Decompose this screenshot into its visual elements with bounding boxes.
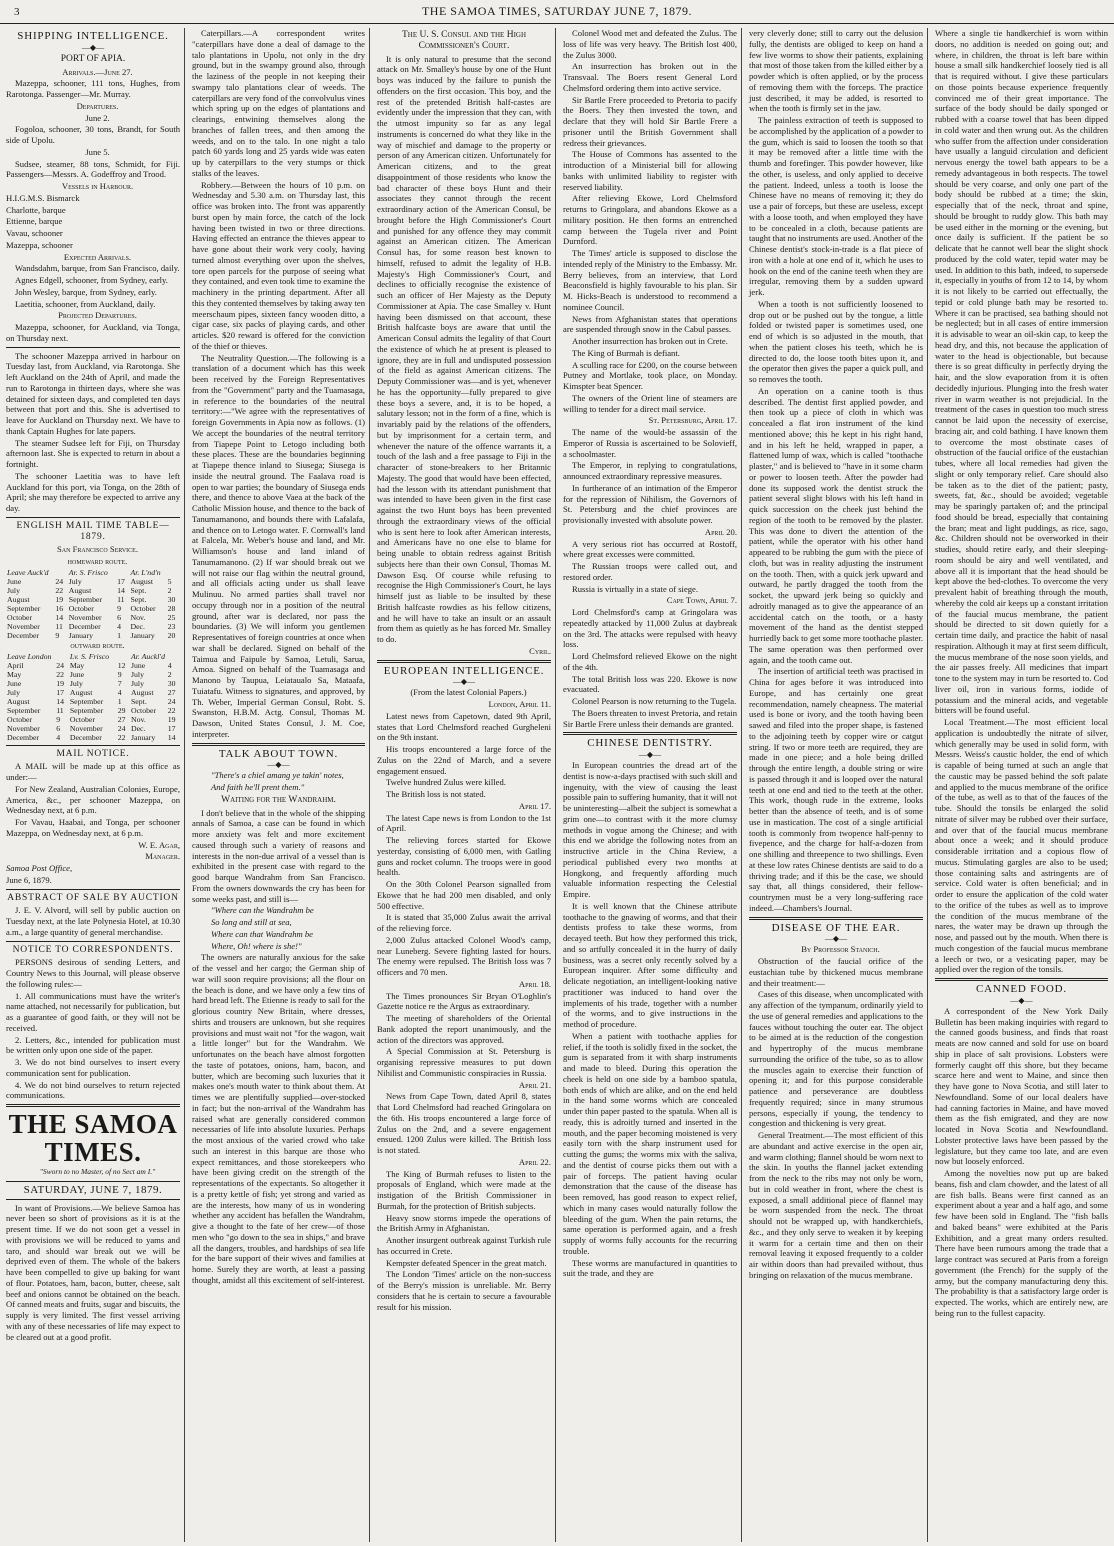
divider xyxy=(6,347,180,348)
dentistry-para: In European countries the dread art of the dentist is now-a-days practised with such skill and ingenuity, with the view of causing the least possible pain to suffering humanity, that it will not be uninteresting—albeit the subject is somewhat a grim one—to contrast with it the more clumsy methods in vogue among the Chinese; and with this end we abridge the following notes from an instructive article in the China Review, a periodical published every two months at Hongkong, and frequently affording much valuable information respecting the Celestial Empire. xyxy=(563,760,737,899)
table-row xyxy=(6,604,180,613)
mail-notice-item: For New Zealand, Australian Colonies, Europe, America, &c., per schooner Mazeppa, on Wednesday next, at 6 p.m. xyxy=(6,783,180,816)
departure-text: Fogoloa, schooner, 30 tons, Brandt, for South side of Upolu. xyxy=(6,124,180,145)
table-cell: 12 xyxy=(117,660,126,670)
table-cell: 6 xyxy=(56,723,61,733)
column-rule xyxy=(741,28,742,1542)
news-item: Another insurrection has broken out in Crete. xyxy=(572,336,728,346)
arrivals-label: Arrivals.—June 27. xyxy=(62,66,133,77)
news-item: Colonel Pearson is now returning to the Tugela. xyxy=(572,696,737,706)
table-cell: 19 xyxy=(55,594,64,604)
news-item: 2,000 Zulus attacked Colonel Wood's camp, near Luneberg. Severe fighting lasted for hours. The enemy were repulsed. The British loss was 7 officers and 70 men. xyxy=(377,934,551,977)
table-cell: November xyxy=(7,723,40,733)
divider xyxy=(377,660,551,663)
table-cell: 4 xyxy=(117,687,122,697)
divider xyxy=(6,1181,180,1182)
divider xyxy=(749,917,923,920)
table-cell: August xyxy=(7,696,30,706)
ear-para: Local Treatment.—The most efficient local application is undoubtedly the nitrate of silver, which generally may be used in solid form, with Messrs. Weiss's caustic holder, the end of which is capable of being turned at such an angle that the caustic may be passed behind the soft palate and applied to the mucus membrane of the orifice of the tube, as well as to that of the fauces of the tube. Should the tonsils be enlarged the solid nitrate of silver may be rubbed over their surface, and over that of the faucial mucus membrane about once a week; and it should produce considerable irritation and a copious flow of mucus. Stimulating gargles are also to be used; those containing salts and astringents are of service. Cold water is often beneficial; and in order to ensure the application of the cold water to the orifice of the tubes as well as to improve the condition of the mucus membrane of the nares, the water may be drawn up through the nose, and passed out by the mouth. When there is much congestion of the faucial mucus membrane a leech or two, or a vesicating paper, may be applied over the region of the tonsils. xyxy=(935,717,1108,975)
robbery-article: Robbery.—Between the hours of 10 p.m. on Wednesday and 5.30 a.m. on Thursday last, this office was broken into. The front was apparently burst open by main force, the catch of the lock having been twisted in two or three directions. Having effected an entrance the thieves appear to have gone about their work very cooly, having turned almost everything over upon the shelves, tore open parcels for the purpose of seeing what they contained, and even took time to examine the machinery in the printing department. After all this they contented themselves by taking away ten meerschaum pipes, sixteen fancy wooden ditto, a cigar case, six packs of playing cards, and other articles. $20 reward is offered for the conviction of the thief or thieves. xyxy=(192,179,366,351)
table-cell: October xyxy=(7,714,33,724)
dateline: April 22. xyxy=(518,1156,551,1167)
table-cell: June xyxy=(130,660,146,670)
news-item: The King of Burmah is defiant. xyxy=(572,347,680,358)
dentistry-para: It is well known that the Chinese attribute toothache to the gnawing of worms, and that their dentists profess to take these worms, from decayed teeth. But how they performed this trick, and so artfully concealed it in the hurry of daily business, was a secret only recently solved by a European inquirer. After some difficulty and delicate negotiation, an intelligent-looking native practitioner was induced to hand over the implements of his trade, together with a number of the worms, and to give instructions in the method of procedure. xyxy=(563,900,737,1029)
outward-table xyxy=(6,652,180,742)
vessel-item: Vavau, schooner xyxy=(6,228,63,238)
divider xyxy=(935,978,1108,981)
table-cell: September xyxy=(69,696,104,706)
news-item: The Times' article is supposed to disclose the intended reply of the Ministry to the Embassy. Mr. Berry believes, from an interview, that Lord Beaconsfield is highly favourable to his plan. Sir M. Hicks-Beach is understood to recommend a nominee Council. xyxy=(563,248,737,312)
table-cell: 19 xyxy=(167,714,176,724)
vessel-item: Mazeppa, schooner xyxy=(6,239,73,250)
divider: —◆— xyxy=(452,677,476,687)
news-item: His troops encountered a large force of the Zulus on the 22nd of March, and a severe engagement ensued. xyxy=(377,744,551,776)
news-item: The total British loss was 220. Ekowe is now evacuated. xyxy=(563,673,737,695)
departure-date: June 5. xyxy=(85,146,110,157)
table-cell: 4 xyxy=(56,732,61,742)
homeward-table xyxy=(6,568,180,640)
table-cell: 25 xyxy=(167,612,176,622)
canned-food-para: Among the novelties now put up are baked beans, fish and clam chowder, and the latest of all are fish balls. Beans were first canned as an experiment about a year and a half ago, and some few have been sold in England. The "fish balls and baked beans" were exhibited at the Paris Exhibition, and a great many orders resulted. There have been rumours among the trade that a large contract was secured at Paris from a foreign government (the French) for the supply of the army, but the company manufacturing deny this. The probability is that a satisfactory large order is expected. The works, which are entirely new, are being run to the fullest capacity. xyxy=(935,1168,1108,1318)
table-cell: 4 xyxy=(167,660,172,670)
news-item: The owners of the Orient line of steamers are willing to tender for a direct mail service. xyxy=(563,392,737,414)
mail-table-sub: San Francisco Service. xyxy=(57,544,138,555)
table-cell: 22 xyxy=(56,669,64,679)
column-rule xyxy=(927,28,928,1542)
table-cell: 11 xyxy=(55,621,63,631)
caterpillars-article: Caterpillars.—A correspondent writes "caterpillars have done a deal of damage to the talo plantations in Upolu, not only in the dry ground, but in the swampy ground also, through the laziness of the people in not keeping their swampy talo plantations clear of weeds. The caterpillars are very fond of the convolvulus vines which spring up on the edges of plantations and clearings, entwining themselves along the branches of fallen trees, and then among the weeds, and on to the talo. In one night a talo patch 60 yards long and 25 yards wide was eaten up by caterpillars to the very stumps or thick stalks of the leaves. xyxy=(192,28,365,178)
vessel-item: Charlotte, barque xyxy=(6,204,66,215)
shipping-para: The schooner Mazeppa arrived in harbour on Tuesday last, from Auckland, via Rarotonga. She left Auckland on the 24th of April, and made the run to Rarotonga in thirteen days, where she was detained for sixteen days, and completed ten days between that port and this. She is advertised to leave for Auckland on Thursday next. We have to thank Captain Hughes for late papers. xyxy=(6,350,180,436)
mail-table-heading: ENGLISH MAIL TIME TABLE—1879. xyxy=(16,520,170,542)
divider: —◆— xyxy=(824,934,848,944)
chinese-dentistry-heading: CHINESE DENTISTRY. xyxy=(587,737,713,750)
dentistry-para: When a patient with toothache applies for relief, if the tooth is solidly fixed in the socket, the gum is separated from it with sharp instruments and made to bleed. During this operation the cheek is held on one side by a bamboo spatula, both ends of which are alike, and on the end held in the hand some worms which are concealed under thin paper pasted to the spatula. When all is ready, this is adroitly turned and inserted in the mouth, and the paper becoming moistened is very easily torn with the sharp instrument used for cutting the gums; the worms mix with the saliva, and the dentist of course picks them out with a pair of forceps. The patient having ocular demonstration that the cause of the disease has been removed, has good reason to expect relief, which in many cases would naturally follow the bleeding of the gum. When the pain returns, the same operation is performed again, and a fresh supply of worms fully accounts for the recurring trouble. xyxy=(563,1030,737,1256)
table-cell: September xyxy=(68,594,103,604)
projected-label: Projected Departures. xyxy=(58,310,137,321)
table-cell: July xyxy=(130,669,144,679)
table-cell: 17 xyxy=(56,687,64,697)
table-cell: January xyxy=(130,732,156,742)
mail-notice-item: For Vavau, Haabai, and Tonga, per schooner Mazeppa, on Wednesday next, at 6 p.m. xyxy=(6,817,180,838)
table-cell: 17 xyxy=(167,723,176,733)
news-item: News from Cape Town, dated April 8, states that Lord Chelmsford had reached Gringolara on the 6th. His troops encountered a large force of Zulus on the 2nd, and a severe engagement ensued. 1200 Zulus were killed. The British loss is not stated. xyxy=(377,1091,551,1155)
table-cell: 19 xyxy=(56,678,64,688)
divider xyxy=(6,517,180,518)
divider xyxy=(563,732,737,735)
table-cell: January xyxy=(130,630,155,640)
waiting-verse: Where can that Wandrahm be xyxy=(211,928,313,939)
table-cell: 14 xyxy=(55,612,64,622)
table-header: Leave London xyxy=(7,651,52,661)
table-cell: April xyxy=(7,660,24,670)
correspondents-rule: 4. We do not bind ourselves to return rejected communications. xyxy=(6,1079,180,1101)
table-cell: December xyxy=(7,732,40,742)
news-item: Another insurgent outbreak against Turkish rule has occurred in Crete. xyxy=(377,1235,551,1256)
news-item: A Special Commission at St. Petersburg is organising repressive measures to put down Nihilist and Communistic conspiracies in Russia. xyxy=(377,1046,551,1078)
newspaper-title: THE SAMOA TIMES. xyxy=(8,1109,178,1167)
mail-notice-place: Samoa Post Office, xyxy=(6,863,73,873)
waiting-verse: So long and still at sea, xyxy=(211,917,292,927)
port-heading: PORT OF APIA. xyxy=(60,53,126,64)
column-4 xyxy=(559,28,741,1542)
table-cell: July xyxy=(130,678,144,688)
dateline: April 17. xyxy=(518,800,551,811)
table-cell: 4 xyxy=(117,621,121,631)
divider: —◆— xyxy=(638,750,662,759)
news-item: The House of Commons has assented to the introduction of a Ministerial bill for allowing banks with unlimited liability to register with reserved liability. xyxy=(563,149,737,192)
dentistry-para: The insertion of artificial teeth was practised in China for ages before it was introduced into Europe, and has certainly one great recommendation, namely cheapness. The material used is bone or ivory, and the tooth having been sawed and filed into the proper shape, is fastened to the adjoining teeth by copper wire or catgut string. If two or more teeth are required, they are made in one piece; and a hole being drilled through the entire length, a double string or wire is passed through it and is looped over the natural teeth at one end and tied to the teeth at the other. This work, though rude in the extreme, looks better than the absence of teeth, and is of some use in mastication. The cost of a single artificial tooth is commonly from twopence half-penny to fivepence, and the charge for half-a-dozen from one shilling and threepence to two shillings. Even at these low rates Chinese dentists are said to do a thriving trade; and if this be the case, we should say that, all things considered, their fellow-countrymen must be a very long-suffering race indeed.—Chambers's Journal. xyxy=(749,666,923,913)
table-cell: 11 xyxy=(56,705,64,715)
expected-label: Expected Arrivals. xyxy=(63,251,132,262)
table-cell: 29 xyxy=(117,705,126,715)
news-item: Sir Bartle Frere proceeded to Pretoria to pacify the Boers. They then invested the town, and declare that they will hold Sir Bartle Frere a prisoner until the British Government shall redress their grievances. xyxy=(563,94,737,148)
waiting-para: The owners are naturally anxious for the sake of the vessel and her cargo; the German ship of war will soon require provisions; all the flour on the beach is done, and we have only a few tins of hard bread left. The Etienne is ready to sail for the glorious country New Britain, where dresses, shirts and trousers are unknown, but she requires provisions and must wait not "for the wagon, wait a little longer" but for the Wandrahm. We unfortunates on the beach have almost forgotten the taste of potatoes, onions, ham, bacon, and butter, which are becoming such luxuries that it makes one's mouth water to think about them. At times we are plentifully supplied—over-stocked in fact; but the non-arrival of the Wandrahm has raised what are generally considered common necessaries of life into absolute luxuries. Perhaps the most anxious of the varied crowd who take such an interest in this barque are those who expect remittances, and those storekeepers who have been giving credit on the strength of the representations of the expectants. So altogether it is a pretty kettle of fish; yet strong and varied as are the interests, how many of us in wondering whether any accident has befallen the Wandrahm, give a thought to the fate of her crew—of those men who "go down to the sea in ships," and brave all the dangers, troubles, and hardships of sea life for the bare support of their wives and families at home. Surely they are worth, at least a passing thought, amidst all this excitement of self-interest. xyxy=(192,952,365,1285)
vessels-label: Vessels in Harbour. xyxy=(61,181,134,191)
table-row xyxy=(6,595,180,604)
divider: —◆— xyxy=(1010,995,1033,1005)
table-cell: Nov. xyxy=(130,714,146,724)
table-cell: 22 xyxy=(55,585,64,595)
table-cell: 24 xyxy=(55,576,64,586)
table-cell: October xyxy=(7,612,33,622)
news-item: Lord Chelmsford's camp at Gringolara was repeatedly attacked by 11,000 Zulus at daybreak on the 3rd. The attacks were repulsed with heavy loss. xyxy=(563,607,737,650)
table-cell: 1 xyxy=(117,630,121,640)
table-cell: September xyxy=(69,705,104,715)
table-cell: 14 xyxy=(117,585,125,595)
dateline: April 20. xyxy=(704,526,737,537)
table-row xyxy=(6,706,180,715)
canned-food-heading: CANNED FOOD. xyxy=(976,983,1067,995)
mail-notice-intro: A MAIL will be made up at this office as under:— xyxy=(6,761,180,782)
ear-disease-heading: DISEASE OF THE EAR. xyxy=(771,921,901,934)
table-cell: September xyxy=(7,705,41,715)
shipping-para: The steamer Sudsee left for Fiji, on Thursday afternoon last. She is expected to return in about a fortnight. xyxy=(6,437,180,469)
divider: —◆— xyxy=(267,760,290,770)
ear-para: Where a single tie handkerchief is worn within doors, no addition is needed on going out; and where, in children, the throat is left bare within house a small silk handkerchief loosely tied is all that is required without. I give these particulars on those points because experience frequently convinced me of their great importance. The surface of the body should be daily sponged or rubbed with a coarse towel that has been dipped in cold water and then wrung out. As the children who suffer from the affection under consideration have usually a languid circulation and deficient nervous energy the towel bath appears to be a remedy advantageous in both respects. The towel should be very coarse, and only one part of the body should be rubbed at a time; the skin, especially that of the neck, throat and spine, should be brought to ruddy glow. This bath may be used either in the morning or the evening, but once daily is sufficient. If the patient be so delicate that he cannot well bear the slight shock produced by the cold water, tepid water may be used. In addition to this bath, indeed, to supersede it, especially in youths of from 12 to 14, by whom it is not likely to be carried out effectually, the tepid or cold plunge bath may be resorted to. Where it can be practised, sea bathing should not be neglected; but in all cases of entire immersion it is advisable to wear an oil-skin cap, to keep the head dry, and this, not because the application of water to the head is objectionable, but because there is so great difficulty in perfectly drying the hair, and the slow evaporation from it is often decidedly injurious. Plunging into the fresh water river in warm weather is not prejudicial. In the treatment of the cases in question too much stress cannot be laid upon the necessity of exercise, bracing air, and cold bathing. I have known them to overcome the most obstinate cases of obstruction of the faucial orifice of the eustachian tubes, where all local remedies had given the slight or only temporary relief. Care should also be taken as to the diet of the patient; pasty, sweets, fat, &c., should be avoided; vegetable may be sparingly partaken of; and the principal food should be bread, especially that containing the bran; meat and light puddings, as rice, sago, &c. Children should not be overworked in their studies, should retire early, and their sleeping-room should be airy and well ventilated, and above all it is important that the head should be kept above the bed-clothes. To overcome the very prevalent habit of breathing through the mouth, whereby the cold air keeps up a constant irritation of the faucial mucus membrane, the patient should be directed to sit down quietly for a certain time daily, and practice the habit of nasal respiration. Although it may at first seem difficult, the mucus membrane of the nose soon yields, and the air passes freely. All medicines that impart tone to the system may in turn be resorted to. Cod liver oil, iron in various forms, iodide of potassium and the mineral acids, and vegetable bitters will be found useful. xyxy=(935,28,1108,716)
ear-para: Cases of this disease, when uncomplicated with any affection of the tympanum, ordinarily yield to the use of general remedies and applications to the fauces without touching the outer ear. The object to be aimed at is the reduction of the congestion and hypertrophy of the mucus membrane surrounding the orifice of the tube, so as to allow the muscles again to exercise their function of opening it; and for this purpose considerable patience and perseverance are doubtless frequently required; since in many strumous persons, especially if young, the tendency to congestion and thickening is very great. xyxy=(749,989,923,1129)
table-cell: 11 xyxy=(117,594,125,604)
table-cell: October xyxy=(130,603,156,613)
table-cell: 5 xyxy=(167,576,172,586)
table-row xyxy=(6,631,180,640)
table-cell: 9 xyxy=(55,630,60,640)
column-6 xyxy=(931,28,1112,1542)
news-item: The relieving forces started for Ekowe yesterday, consisting of 6,000 men, with Gatling guns and rocket column. The troops were in good health. xyxy=(377,835,551,878)
table-cell: August xyxy=(69,687,93,697)
table-cell: June xyxy=(7,678,22,688)
talk-motto: And faith he'll prent them." xyxy=(211,782,305,792)
table-row xyxy=(6,670,180,679)
consul-article: It is only natural to presume that the second attack on Mr. Smalley's house by one of the Hunt boys was induced by the failure to punish the offenders on the first occasion. This boy, and the rest of the pretended British half-castes are evidently under the impression that they can, with the utmost impunity so far as any legal instruments is concerned do what they like in the way of mischief and damage to the property or person of any American citizen. Unfortunately for American citizens, and to the great disappointment of those residents who know the bad character of these boys Hunt and their associates they cannot through the recent extraordinary action of the American Consul, be brought before the High Commissioner's Court and punished for any offence they may commit against an American citizen. The American Consul has, for some reason best known to himself, refused to admit the legality of H.B. Majesty's High Commissioner's Court, and declines to officially recognise the existence of such an officer of Her Majesty as the Deputy Commissioner at Apia. The case Smalley v. Hunt having been dismissed on that account, these British halfcaste boys are aware that until the American Consul admits the legality of that Court the existence of which he at present is pleased to ignore, they are in full and undisputed possession of the field as against American citizens. The Deputy Commissioner was—and is yet, whenever he has the opportunity—fully prepared to give these boys a severe, and, it is to be hoped, a salutary lesson; not in the form of a fine, which is invariably paid by the relations of the offenders, but by imprisonment for a certain term, and whenever the nature of the offence warrants it, a touch of the lash and a free passage to Fiji in the character of stone-breakers to her Britannic Majesty. The good that would have been effected, had the lesson with its attendant punishment that was intended to have been given in the first case against the two Hunt boys has been prevented through the extraordinary views of the official who is sent here to look after American interests, and Americans have no one else to blame for being unable to obtain redress against British subjects here than their own Consul, Thomas M. Dawson Esq. Of course while refusing to recognise the High Commissioner's Court, he lays himself just as liable to be insulted by these British halfcaste rowdies as his fellow citizens, and he will have to take an insult or an assault from them as quietly as he has forced Mr. Smalley to do. xyxy=(377,53,551,644)
table-cell: 9 xyxy=(117,669,122,679)
auction-heading: ABSTRACT OF SALE BY AUCTION xyxy=(7,892,179,903)
table-cell: Nov. xyxy=(130,612,146,622)
correspondents-rule: 1. All communications must have the writer's name attached, not necessarily for publication, but as a guarantee of good faith, or they will not be received. xyxy=(6,990,180,1033)
news-item: The British loss is not stated. xyxy=(386,789,486,799)
consul-heading: The U. S. Consul and the High Commissioner's Court. xyxy=(401,30,527,51)
departure-date: June 2. xyxy=(85,112,110,123)
table-cell: 24 xyxy=(56,660,64,670)
arrivals-text: Mazeppa, schooner, 111 tons, Hughes, from Rarotonga. Passenger—Mr. Murray. xyxy=(6,78,180,99)
dateline: April 18. xyxy=(518,978,551,989)
news-item: Latest news from Capetown, dated 9th April, states that Lord Chelmsford reached Gurgheleni on the 9th instant. xyxy=(377,710,551,743)
table-cell: August xyxy=(130,576,153,586)
table-cell: July xyxy=(7,687,20,697)
table-cell: June xyxy=(69,669,85,679)
correspondents-rule: 3. We do not bind ourselves to insert every communication sent for publication. xyxy=(6,1057,180,1078)
newspaper-motto: "Sworn to no Master, of no Sect am I." xyxy=(39,1167,156,1176)
table-cell: October xyxy=(69,714,95,724)
news-item: Colonel Wood met and defeated the Zulus. The loss of life was very heavy. The British lost 400, the Zulus 3000. xyxy=(563,28,737,60)
table-cell: August xyxy=(68,585,92,595)
table-cell: July xyxy=(7,585,20,595)
table-cell: 24 xyxy=(167,696,176,706)
european-heading: EUROPEAN INTELLIGENCE. xyxy=(383,664,545,677)
ear-para: Obstruction of the faucial orifice of the eustachian tube by thickened mucus membrane and their treatment:— xyxy=(749,956,923,988)
table-cell: August xyxy=(7,594,30,604)
news-item: The meeting of shareholders of the Oriental Bank adopted the report unanimously, and the action of the directors was approved. xyxy=(377,1013,551,1045)
shipping-heading: SHIPPING INTELLIGENCE. xyxy=(17,30,169,42)
talk-motto: "There's a chiel amang ye takin' notes, xyxy=(211,770,344,781)
homeward-label: homeward route. xyxy=(67,556,128,566)
table-row xyxy=(6,688,180,697)
ear-byline: By Professor Stanich. xyxy=(801,944,880,955)
auction-text: J. E. V. Alvord, will sell by public auction on Tuesday next, at the late Polynesia Hotel, at 10.30 a.m., a large quantity of general merchandise. xyxy=(6,905,180,937)
news-item: The King of Burmah refuses to listen to the proposals of England, which were made at the instigation of the British Commissioner in Burmah, for the protection of British subjects. xyxy=(377,1168,551,1211)
projected-text: Mazeppa, schooner, for Auckland, via Tonga, on Thursday next. xyxy=(6,322,180,343)
dateline: London, April 11. xyxy=(488,699,551,709)
table-cell: Sept. xyxy=(130,594,147,604)
table-cell: October xyxy=(68,603,94,613)
expected-item: Laetitia, schooner, from Auckland, daily. xyxy=(15,298,156,309)
table-cell: Dec. xyxy=(130,723,146,733)
table-cell: July xyxy=(68,576,82,586)
table-cell: 20 xyxy=(167,630,176,640)
table-row xyxy=(6,715,180,724)
departure-text: Sudsee, steamer, 88 tons, Schmidt, for Fiji. Passengers—Messrs. A. Godeffroy and Trood. xyxy=(6,158,180,180)
table-header: Lv. S. Frisco xyxy=(69,651,110,661)
table-cell: 30 xyxy=(167,678,176,688)
table-cell: 22 xyxy=(167,705,176,715)
table-cell: 30 xyxy=(167,594,176,604)
table-row xyxy=(6,661,180,670)
canned-food-para: A correspondent of the New York Daily Bulletin has been making inquiries with regard to the canned goods business, and finds that roast meats are now canned and sold for use on board ship in place of salt provisions. Lobsters were formerly caught off this shore, but they became scarce here and went to Maine, and since then they have gone to Nova Scotia, and still later to Newfoundland. Some of our local dealers have had canning factories in Maine, and have moved them as the fish emigrated, and they are now located in Nova Scotia and Newfoundland. Lobster protective laws have been passed by the legislature, but they came too late, and are even now but loosely enforced. xyxy=(935,1005,1108,1167)
table-cell: 23 xyxy=(167,621,176,631)
table-cell: 1 xyxy=(117,696,122,706)
dentistry-para: very cleverly done; still to carry out the delusion fully, the dentists are obliged to keep on hand a few live worms to show their patients, explaining that most of those taken from the killed either by a powder which is often applied, or by the process of removing them with the forceps. The practice just described, it may be added, is resorted to when the tooth is firmly set in the jaw. xyxy=(749,28,923,114)
news-item: Russia is virtually in a state of siege. xyxy=(572,583,699,594)
news-item: A very serious riot has occurred at Rostoff, where great excesses were committed. xyxy=(563,538,737,560)
table-cell: 22 xyxy=(117,732,126,742)
correspondents-intro: PERSONS desirous of sending Letters, and Country News to this Journal, will please observe the following rules:— xyxy=(6,957,180,989)
news-item: The London 'Times' article on the non-success of the Berry's mission is unreliable. Mr. Berry considers that he is certain to secure a favourable result for his mission. xyxy=(377,1269,551,1312)
table-cell: November xyxy=(7,621,40,631)
dateline: St. Petersburg, April 17. xyxy=(648,415,737,426)
news-item: News from Afghanistan states that operations are suspended through snow in the Cabul passes. xyxy=(563,313,737,335)
table-row xyxy=(6,613,180,622)
table-cell: October xyxy=(130,705,157,715)
table-cell: December xyxy=(7,630,40,640)
dentistry-para: These worms are manufactured in quantities to suit the trade, and they are xyxy=(563,1257,737,1279)
mail-notice-heading: MAIL NOTICE. xyxy=(56,748,130,759)
table-cell: May xyxy=(7,669,22,679)
table-row xyxy=(6,586,180,595)
table-cell: Sept. xyxy=(130,585,147,595)
correspondents-heading: NOTICE TO CORRESPONDENTS. xyxy=(12,944,174,955)
column-5 xyxy=(745,28,927,1542)
table-header: Ar. L'nd'n xyxy=(130,567,161,577)
page-number: 3 xyxy=(14,5,20,18)
table-cell: 7 xyxy=(117,678,122,688)
news-item: An insurrection has broken out in the Transvaal. The Boers resent General Lord Chelmsford ordering them into active service. xyxy=(563,61,737,93)
news-item: The Russian troops were called out, and restored order. xyxy=(563,561,737,582)
issue-date: SATURDAY, JUNE 7, 1879. xyxy=(23,1183,163,1196)
news-item: The Times pronounces Sir Bryan O'Loghlin's Gazette notice re the Argus as extraordinary. xyxy=(377,990,551,1012)
mail-notice-date: June 6, 1879. xyxy=(6,874,52,885)
news-item: Lord Chelmsford relieved Ekowe on the night of the 4th. xyxy=(563,651,737,672)
table-cell: June xyxy=(7,576,22,586)
table-cell: 27 xyxy=(167,687,176,697)
table-cell: 9 xyxy=(117,603,121,613)
table-cell: 17 xyxy=(117,576,125,586)
neutrality-article: The Neutrality Question.—The following is a translation of a document which has this week been received by the Foreign Representatives from the "Government" party and the Tuamasaga, in reference to the boundaries of the neutral territory:—"We agree with the representatives of foreign Governments in Apia now as follows. (1) We accept the boundaries of the neutral territory from Tiapepe Point to Letogo including both these places. These are the boundaries beginning at Tiapepe thence inland to Siusega; Siusega is inside the neutral ground. The Faalava road is open to war parties; the boundary of Siusega ends there, and thence to above Vaea at the back of the Catholic Mission house, and thence to the back of Tanumamanono, and bounds there with Lafalafa, and thence on to Letogo water. F. Cornwall's land at Falcela, Mr. Weber's house and land, and Mr. Williamson's house and land inland of Tanumamanono. (2) If war should break out we will not raise our flag within the neutral ground, and all officials acting under us shall leave Mulinuu. No armed parties shall travel nor occupy through nor in a position of the neutral ground, after war is declared, nor pass the boundaries. (3) We will inform you gentlemen Representatives of foreign countries at once when war shall be declared. Signed on behalf of the Taimua and Faipule by Samoa, Letuli, Sarua, Amoa. Signed on behalf of the Tuamasaga and Manono by Taupua, Leiataualo Sa, Mataafa, Tuiatafu. Witness to signatures, and approved, by Th. Weber, Imperial German Consul, Robt. S. Swanston, H.B.M. Actg. Consul, Thomas M. Dawson, United States Consul, J. M. Coe, interpreter. xyxy=(192,352,365,739)
table-cell: 28 xyxy=(167,603,176,613)
shipping-para: The schooner Laetitia was to have left Auckland for this port, via Tonga, on the 28th of April; she may therefore be expected to arrive any day. xyxy=(6,470,180,513)
news-item: Kempster defeated Spencer in the great match. xyxy=(386,1257,547,1268)
waiting-heading: Waiting for the Wandrahm. xyxy=(221,794,336,805)
table-row xyxy=(6,622,180,631)
table-cell: December xyxy=(68,621,101,631)
table-cell: 2 xyxy=(167,585,172,595)
table-row xyxy=(6,697,180,706)
dentistry-para: When a tooth is not sufficiently loosened to drop out or be pushed out by the tongue, a little folded or twisted paper is sometimes used, one end of which is so adjusted in the mouth, that when the patient closes his teeth, which he is directed to do, the loose tooth bites upon it, and the operator then gives the paper a quick pull, and so removes the tooth. xyxy=(749,298,923,384)
news-item: Heavy snow storms impede the operations of the British Army in Afghanistan. xyxy=(377,1212,551,1234)
vessel-item: Ettienne, barque xyxy=(6,216,63,227)
dateline: Cape Town, April 7. xyxy=(666,595,737,606)
table-cell: 16 xyxy=(55,603,64,613)
table-row xyxy=(6,679,180,688)
expected-item: Agnes Edgell, schooner, from Sydney, early. xyxy=(15,275,168,285)
divider: —◆— xyxy=(81,42,105,52)
news-item: On the 30th Colonel Pearson signalled from Ekowe that he had 200 men disabled, and only 500 effective. xyxy=(377,879,551,911)
news-item: A sculling race for £200, on the course between Putney and Mortlake, took place, on Monday. Kimspter beat Spencer. xyxy=(563,359,737,391)
news-item: The Emperor, in replying to congratulations, announced extraordinary repressive measures. xyxy=(563,460,737,481)
outward-label: outward route. xyxy=(70,639,125,650)
table-header: Leave Auck'd xyxy=(7,567,49,577)
divider xyxy=(6,1104,180,1107)
divider xyxy=(6,889,180,890)
table-cell: September xyxy=(7,603,41,613)
dateline: April 21. xyxy=(518,1079,551,1090)
news-item: Twelve hundred Zulus were killed. xyxy=(386,777,506,788)
table-cell: 27 xyxy=(117,714,126,724)
talk-heading: TALK ABOUT TOWN. xyxy=(218,747,339,760)
news-item: It is stated that 35,000 Zulus await the arrival of the relieving force. xyxy=(377,912,551,933)
european-source: (From the latest Colonial Papers.) xyxy=(410,687,527,698)
divider xyxy=(6,941,180,942)
divider xyxy=(192,743,365,746)
news-item: The latest Cape news is from London to the 1st of April. xyxy=(377,812,551,834)
mail-notice-role: Manager. xyxy=(145,851,180,862)
column-3 xyxy=(373,28,555,1542)
table-cell: July xyxy=(69,678,83,688)
dentistry-para: The painless extraction of teeth is supposed to be accomplished by the application of a powder to the gum, which is said to loosen the tooth so that it may be removed after a little time with the thumb and forefinger. This powder however, like the other, is useless, and only applied to deceive the patient. Indeed, unless a tooth is loose the Chinese have no means of removing it; they do use a pair of forceps, but these are useless, except with a loose tooth, and when employed they have to be concealed in a cloth, because patients are taught that no instruments are used. Another of the Chinese dentist's stock-in-trade is a flat piece of iron with a hole at one end of it, which he uses to hook on the end of the canine teeth when they are irregular, removing them by a sudden upward jerk. xyxy=(749,115,923,297)
divider xyxy=(6,745,180,746)
table-row xyxy=(6,724,180,733)
waiting-verse: Where, Oh! where is she!" xyxy=(211,940,302,951)
table-row xyxy=(6,733,180,742)
table-cell: 9 xyxy=(56,714,61,724)
table-cell: December xyxy=(69,732,102,742)
table-cell: 2 xyxy=(167,669,172,679)
table-cell: May xyxy=(69,660,85,670)
provisions-article: In want of Provisions.—We believe Samoa has never been so short of provisions as it is at the present time. If we do not soon get a vessel in with provisions we will be reduced to yams and taro, and should war break out we will be deprived even of them. The whole of the bakers have been compelled to give up baking for want of flour. Potatoes, ham, bacon, butter, cheese, salt beef and onions cannot be obtained on the beach. Of canned meats and fruits, sugar and biscuits, the supply is very limited. The first vessel arriving with any of these necessaries of life may expect to be cleared out at a good profit. xyxy=(6,1202,180,1342)
table-cell: November xyxy=(69,723,103,733)
news-item: The name of the would-be assassin of the Emperor of Russia is ascertained to be Solovieff, a schoolmaster. xyxy=(563,427,737,459)
waiting-verse: "Where can the Wandrahm be xyxy=(211,905,314,916)
column-rule xyxy=(555,28,556,1542)
column-rule xyxy=(369,28,370,1542)
waiting-para: I don't believe that in the whole of the shipping annals of Samoa, a case can be found in which more anxiety was felt and more excitement caused through such a variety of reasons and interests in the non-due arrival of a vessel than is exhibited in the present case with regard to the good barque Wandrahm from San Francisco. From the owners downwards the cry has been for some weeks past, and still is— xyxy=(192,807,365,904)
dentistry-para: An operation on a canine tooth is thus described. The dentist first applied powder, and then took up a piece of cloth in which was concealed a flat iron instrument of the kind mentioned above; this he kept in his right hand, and in his left he held, wrapped in paper, a flattened lump of wax, which is called "toothache plaster," and is believed to "have in it some charm or power to loosen teeth. After the powder had done its supposed work the dentist struck the patient several slight blows with his left hand in quick succession on the cheek just behind the region of the tooth to be removed by the plaster. This was done to divert the attention of the patient, while the operator with his other hand appeared to be rubbing the gum with the piece of cloth, but was in reality adjusting the instrument on the tooth. Then, with a quick jerk upward and outward, he partly dragged the tooth from the socket, the upward jerk being so quickly and adroitly managed as to give the appearance of an accidental catch on the tooth, or a hasty movement of the hand as the dentist stepped hurriedly back to get some more toothache plaster. The same operation was then performed over again, and the tooth came out. xyxy=(749,385,923,665)
table-cell: November xyxy=(68,612,102,622)
ear-para: General Treatment.—The most efficient of this are abundant and active exercise in the open air, and warm clothing; flannel should be worn next to the skin. In youths the flannel jacket extending from the neck to the ribs may not only be worn, but in cold weather in front, where the chest is exposed, a small additional piece of flannel may be worn suspended from the neck. The throat should not be wrapped up, with handkerchiefs, &c., and they only serve to weaken it by keeping it warm for a certain time and then on their removal leaving it exposed frequently to a colder air within doors than had prevailed without, thus bringing on relaxation of the mucus membrane. xyxy=(749,1130,923,1280)
table-cell: Dec. xyxy=(130,621,145,631)
expected-item: Wandsdahm, barque, from San Francisco, daily. xyxy=(15,263,180,274)
table-cell: 14 xyxy=(56,696,64,706)
departures-label: Departures. xyxy=(76,100,119,111)
column-1 xyxy=(2,28,184,1542)
newspaper-running-title: THE SAMOA TIMES, SATURDAY JUNE 7, 1879. xyxy=(421,4,693,18)
table-header: Ar. S. Frisco xyxy=(68,567,108,577)
news-item: In furtherance of an intimation of the Emperor for the repression of Nihilism, the Governors of St. Petersburg and the chief provinces are provisionally invested with absolute power. xyxy=(563,482,737,525)
table-cell: 6 xyxy=(117,612,121,622)
table-cell: Sept. xyxy=(130,696,147,706)
table-cell: January xyxy=(68,630,93,640)
news-item: After relieving Ekowe, Lord Chelmsford returns to Gringolara, and abandons Ekowe as a military position. He then forms an entrenched camp between the Tugela river and Point Durnford. xyxy=(563,193,737,247)
expected-item: John Wesley, barque, from Sydney, early. xyxy=(15,286,157,297)
table-cell: August xyxy=(130,687,154,697)
table-cell: 24 xyxy=(117,723,126,733)
column-2 xyxy=(188,28,369,1542)
mail-notice-signature: W. E. Agar, xyxy=(138,839,180,850)
table-cell: 14 xyxy=(167,732,176,742)
vessel-item: H.I.G.M.S. Bismarck xyxy=(6,192,80,203)
correspondents-rule: 2. Letters, &c., intended for publication must be written only upon one side of the paper. xyxy=(6,1034,180,1056)
table-row xyxy=(6,577,180,586)
divider xyxy=(6,1199,180,1200)
consul-signature: Cyril. xyxy=(529,645,551,656)
page-masthead xyxy=(0,0,1114,24)
news-item: The Boers threaten to invest Pretoria, and retain Sir Bartle Frere unless their demands are granted. xyxy=(563,707,737,729)
column-rule xyxy=(184,28,185,1542)
table-header: Ar. Auckl'd xyxy=(130,651,165,661)
